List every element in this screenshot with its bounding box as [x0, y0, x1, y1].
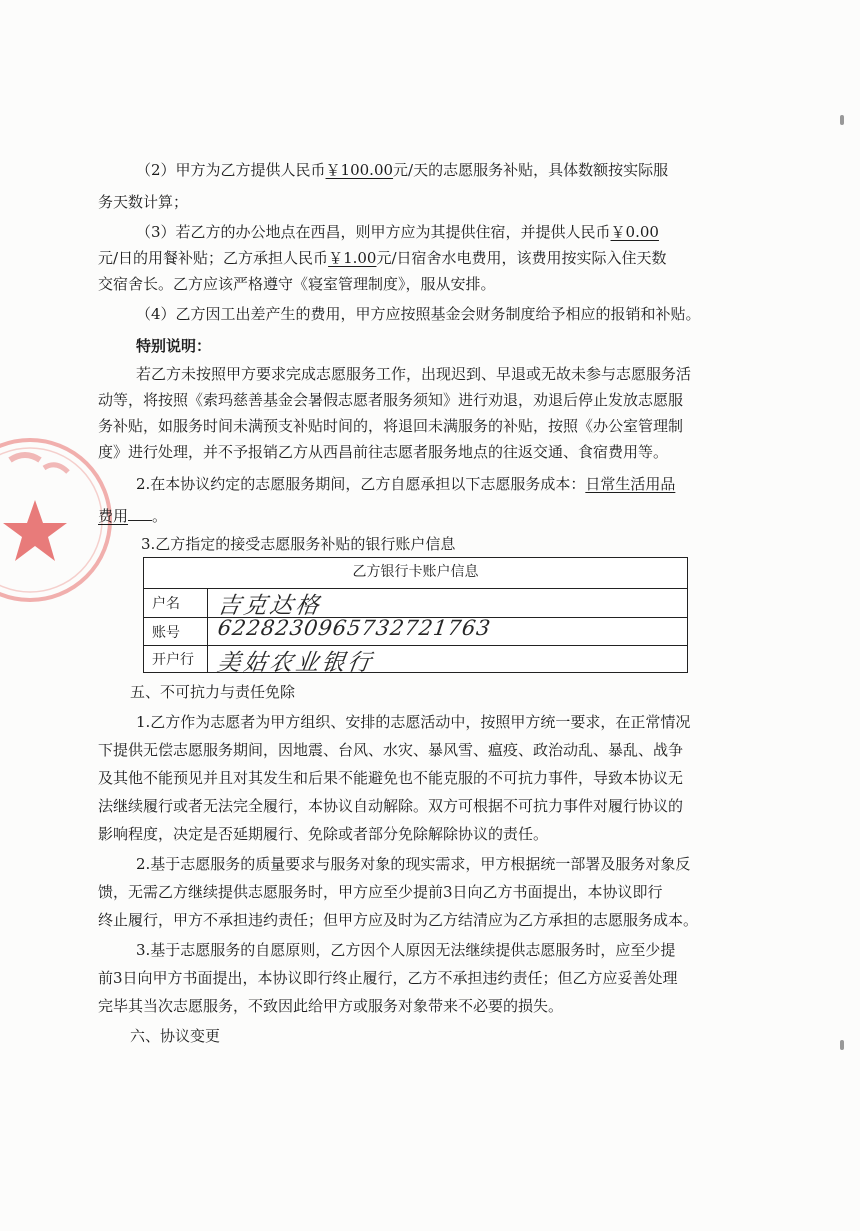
section-5-p1-line-5: 影响程度，决定是否延期履行、免除或者部分免除解除协议的责任。 [98, 825, 549, 843]
utility-fee-amount: ￥1.00 [328, 249, 377, 267]
daily-subsidy-amount: ￥100.00 [325, 161, 394, 179]
scan-mark [840, 115, 844, 125]
bank-row-account-name [144, 588, 687, 617]
section-5-heading: 五、不可抗力与责任免除 [130, 683, 296, 701]
account-number-label: 账号 [144, 618, 208, 645]
item-3: 3.乙方指定的接受志愿服务补贴的银行账户信息 [141, 535, 456, 553]
star-icon [3, 500, 67, 561]
bank-row-bank-branch [144, 645, 687, 676]
account-number-value: 6228230965732721763 [216, 616, 493, 640]
section-5-p1-line-4: 法继续履行或者无法完全履行，本协议自动解除。双方可根据不可抗力事件对履行协议的 [98, 797, 684, 815]
special-note-line-2: 动等，将按照《索玛慈善基金会暑假志愿者服务须知》进行劝退，劝退后停止发放志愿服 [98, 391, 684, 409]
clause-2-line-2: 务天数计算； [98, 193, 189, 211]
special-note-line-4: 度》进行处理，并不予报销乙方从西昌前往志愿者服务地点的往返交通、食宿费用等。 [98, 443, 669, 461]
volunteer-cost-value-cont: 费用 [98, 507, 129, 525]
clause-3-line-1: （3）若乙方的办公地点在西昌，则甲方应为其提供住宿，并提供人民币￥0.00 [136, 223, 659, 241]
bank-branch-value: 美姑农业银行 [215, 650, 376, 676]
section-5-p2-line-3: 终止履行，甲方不承担违约责任；但甲方应及时为乙方结清应为乙方承担的志愿服务成本。 [98, 911, 699, 929]
section-6-heading: 六、协议变更 [130, 1027, 221, 1045]
section-5-p3-line-3: 完毕其当次志愿服务，不致因此给甲方或服务对象带来不必要的损失。 [98, 997, 564, 1015]
scan-mark [840, 1040, 844, 1050]
bank-table-header: 乙方银行卡账户信息 [352, 564, 479, 580]
section-5-p2-line-1: 2.基于志愿服务的质量要求与服务对象的现实需求，甲方根据统一部署及服务对象反 [136, 855, 691, 873]
section-5-p1-line-2: 下提供无偿志愿服务期间，因地震、台风、水灾、暴风雪、瘟疫、政治动乱、暴乱、战争 [98, 741, 684, 759]
section-5-p1-line-3: 及其他不能预见并且对其发生和后果不能避免也不能克服的不可抗力事件，导致本协议无 [98, 769, 684, 787]
special-note-line-3: 务补贴，如服务时间未满预支补贴时间的，将退回未满服务的补贴，按照《办公室管理制 [98, 417, 684, 435]
clause-3-line-2: 元/日的用餐补贴；乙方承担人民币￥1.00元/日宿舍水电费用，该费用按实际入住天数 [98, 249, 667, 267]
special-note-line-1: 若乙方未按照甲方要求完成志愿服务工作，出现迟到、早退或无故未参与志愿服务活 [136, 365, 692, 383]
bank-row-account-number [144, 617, 687, 645]
item-2-line-1: 2.在本协议约定的志愿服务期间，乙方自愿承担以下志愿服务成本：日常生活用品 [136, 475, 676, 493]
bank-branch-label: 开户行 [144, 646, 208, 672]
account-name-value: 吉克达格 [215, 593, 324, 619]
section-5-p3-line-2: 前3日向甲方书面提出，本协议即行终止履行，乙方不承担违约责任；但乙方应妥善处理 [98, 969, 678, 987]
bank-account-table [143, 557, 688, 676]
section-5-p3-line-1: 3.基于志愿服务的自愿原则，乙方因个人原因无法继续提供志愿服务时，应至少提 [136, 941, 676, 959]
section-5-p1-line-1: 1.乙方作为志愿者为甲方组织、安排的志愿活动中，按照甲方统一要求，在正常情况 [136, 713, 691, 731]
section-5-p2-line-2: 馈，无需乙方继续提供志愿服务时，甲方应至少提前3日向乙方书面提出，本协议即行 [98, 883, 663, 901]
special-note-heading: 特别说明： [136, 337, 212, 355]
clause-3-line-3: 交宿舍长。乙方应该严格遵守《寝室管理制度》，服从安排。 [98, 275, 496, 293]
item-2-line-2: 费用 。 [98, 507, 168, 525]
volunteer-cost-value: 日常生活用品 [585, 475, 676, 493]
meal-subsidy-amount: ￥0.00 [610, 223, 659, 241]
bank-table-header-row [144, 558, 687, 588]
clause-2-line-1: （2）甲方为乙方提供人民币￥100.00元/天的志愿服务补贴，具体数额按实际服 [136, 161, 669, 179]
clause-4: （4）乙方因工出差产生的费用，甲方应按照基金会财务制度给予相应的报销和补贴。 [136, 305, 701, 323]
account-name-label: 户名 [144, 589, 208, 617]
